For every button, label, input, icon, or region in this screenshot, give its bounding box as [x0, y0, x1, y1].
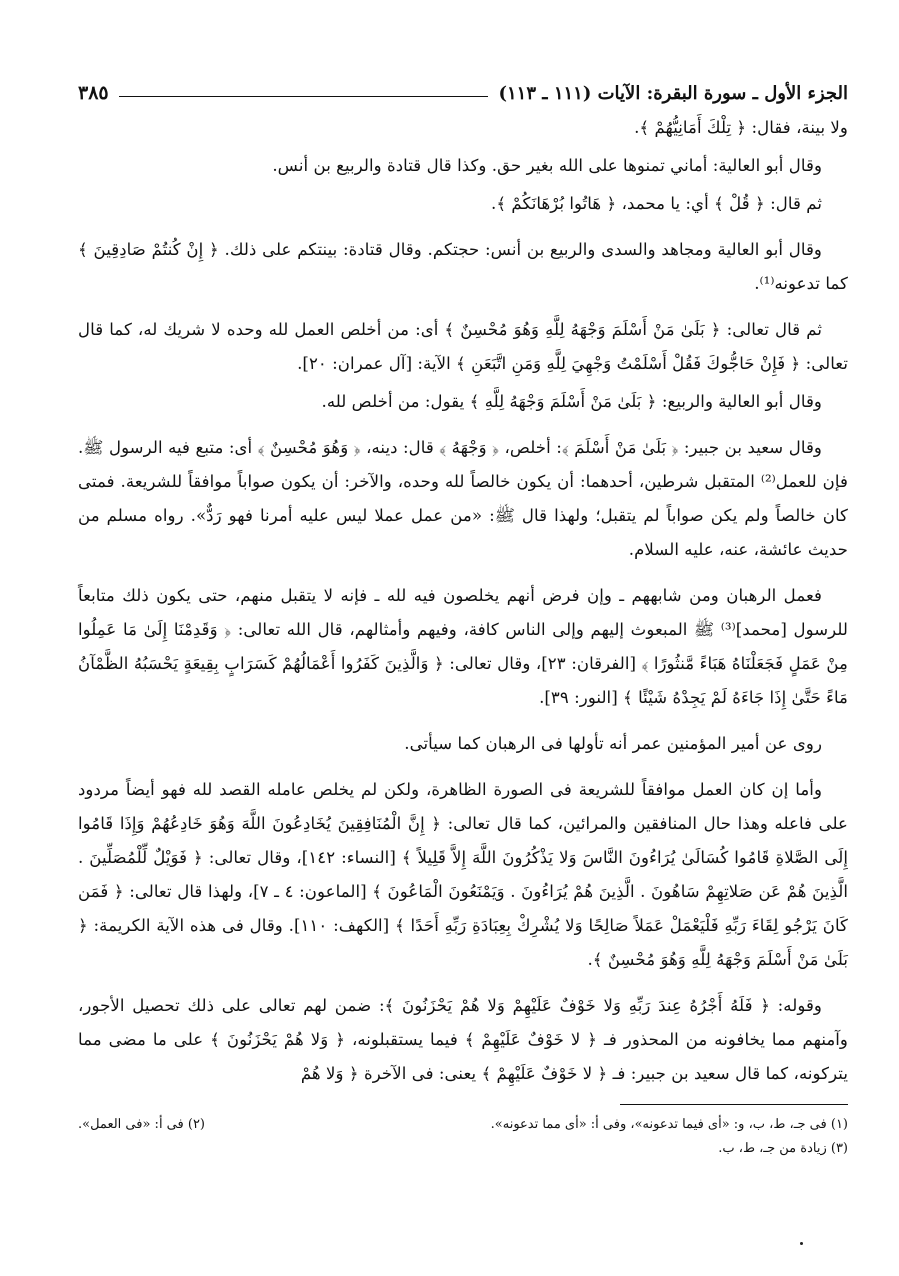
footnote-row — [78, 1113, 848, 1137]
book-page — [78, 76, 848, 1236]
footnotes — [78, 1113, 848, 1161]
footnote-row — [78, 1137, 848, 1161]
paragraph: ولا بينة، فقال: ﴿ تِلْكَ أَمَانِيُّهُمْ ﴾. — [634, 117, 848, 137]
paragraph: وقال أبو العالية والربيع: ﴿ بَلَىٰ مَنْ أَسْلَمَ وَجْهَهُ لِلَّهِ ﴾ يقول: من أخلص لله. — [321, 391, 822, 411]
running-header — [78, 76, 848, 110]
footnote-2: (٢) فى أ: «فى العمل». — [78, 1117, 205, 1132]
paragraph: روى عن أمير المؤمنين عمر أنه تأولها فى الرهبان كما سيأتى. — [404, 733, 822, 753]
paragraph: وقال أبو العالية: أماني تمنوها على الله بغير حق. وكذا قال قتادة والربيع بن أنس. — [272, 155, 822, 175]
page-dot-mark — [800, 1242, 803, 1245]
paragraph: وقال سعيد بن جبير: ﴿ بَلَىٰ مَنْ أَسْلَمَ ﴾: أخلص، ﴿ وَجْهَهُ ﴾ قال: دينه، ﴿ وَهُوَ مُحْسِنٌ ﴾ أى: متبع فيه الرسول ﷺ. فإن للعمل⁽²⁾ المتقبل شرطين، أحدهما: أن يكون خالصاً لله وحده، والآخر: أن يكون صواباً موافقاً للشريعة. فمتى كان خالصاً ولم يكن صواباً لم يتقبل؛ ولهذا قال ﷺ: «من عمل عملا ليس عليه أمرنا فهو رَدٌّ». رواه مسلم من حديث عائشة، عنه، عليه السلام. — [78, 437, 848, 559]
body-text — [78, 110, 848, 1090]
footnote-rule — [620, 1104, 848, 1105]
paragraph: ثم قال تعالى: ﴿ بَلَىٰ مَنْ أَسْلَمَ وَجْهَهُ لِلَّهِ وَهُوَ مُحْسِنٌ ﴾ أى: من أخلص العمل لله وحده لا شريك له، كما قال تعالى: ﴿ فَإِنْ حَاجُّوكَ فَقُلْ أَسْلَمْتُ وَجْهِيَ لِلَّهِ وَمَنِ اتَّبَعَنِ ﴾ الآية: [آل عمران: ٢٠]. — [78, 319, 848, 373]
footnote-3: (٣) زيادة من جـ، ط، ب. — [718, 1141, 848, 1156]
paragraph: وقال أبو العالية ومجاهد والسدى والربيع بن أنس: حجتكم. وقال قتادة: بينتكم على ذلك. ﴿ إِنْ كُنتُمْ صَادِقِينَ ﴾ كما تدعونه⁽¹⁾. — [78, 239, 848, 293]
paragraph: وأما إن كان العمل موافقاً للشريعة فى الصورة الظاهرة، ولكن لم يخلص عامله القصد لله فهو أيضاً مردود على فاعله وهذا حال المنافقين والمرائين، كما قال تعالى: ﴿ إِنَّ الْمُنَافِقِينَ يُخَادِعُونَ اللَّهَ وَهُوَ خَادِعُهُمْ وَإِذَا قَامُوا إِلَى الصَّلاةِ قَامُوا كُسَالَىٰ يُرَاءُونَ النَّاسَ وَلا يَذْكُرُونَ اللَّهَ إِلاَّ قَلِيلاً ﴾ [النساء: ١٤٢]، وقال تعالى: ﴿ فَوَيْلٌ لِّلْمُصَلِّينَ . الَّذِينَ هُمْ عَن صَلاتِهِمْ سَاهُونَ . الَّذِينَ هُمْ يُرَاءُونَ . وَيَمْنَعُونَ الْمَاعُونَ ﴾ [الماعون: ٤ ـ ٧]، ولهذا قال تعالى: ﴿ فَمَن كَانَ يَرْجُو لِقَاءَ رَبِّهِ فَلْيَعْمَلْ عَمَلاً صَالِحًا وَلا يُشْرِكْ بِعِبَادَةِ رَبِّهِ أَحَدًا ﴾ [الكهف: ١١٠]. وقال فى هذه الآية الكريمة: ﴿ بَلَىٰ مَنْ أَسْلَمَ وَجْهَهُ لِلَّهِ وَهُوَ مُحْسِنٌ ﴾. — [78, 779, 848, 969]
page-number: ٣٨٥ — [78, 82, 109, 104]
paragraph: ثم قال: ﴿ قُلْ ﴾ أي: يا محمد، ﴿ هَاتُوا بُرْهَانَكُمْ ﴾. — [491, 193, 822, 213]
footnote-1: (١) فى جـ، ط، ب، و: «أى فيما تدعونه»، وفى أ: «أى مما تدعونه». — [490, 1117, 848, 1132]
running-header-title: الجزء الأول ـ سورة البقرة: الآيات (١١١ ـ ١١٣) — [498, 82, 848, 104]
paragraph: فعمل الرهبان ومن شابههم ـ وإن فرض أنهم يخلصون فيه لله ـ فإنه لا يتقبل منهم، حتى يكون ذلك متابعاً للرسول [محمد]⁽³⁾ ﷺ المبعوث إليهم وإلى الناس كافة، وفيهم وأمثالهم، قال الله تعالى: ﴿ وَقَدِمْنَا إِلَىٰ مَا عَمِلُوا مِنْ عَمَلٍ فَجَعَلْنَاهُ هَبَاءً مَّنثُورًا ﴾ [الفرقان: ٢٣]، وقال تعالى: ﴿ وَالَّذِينَ كَفَرُوا أَعْمَالُهُمْ كَسَرَابٍ بِقِيعَةٍ يَحْسَبُهُ الظَّمْآنُ مَاءً حَتَّىٰ إِذَا جَاءَهُ لَمْ يَجِدْهُ شَيْئًا ﴾ [النور: ٣٩]. — [78, 585, 848, 707]
paragraph: وقوله: ﴿ فَلَهُ أَجْرُهُ عِندَ رَبِّهِ وَلا خَوْفٌ عَلَيْهِمْ وَلا هُمْ يَحْزَنُونَ ﴾: ضمن لهم تعالى على ذلك تحصيل الأجور، وآمنهم مما يخافونه من المحذور فـ ﴿ لا خَوْفٌ عَلَيْهِمْ ﴾ فيما يستقبلونه، ﴿ وَلا هُمْ يَحْزَنُونَ ﴾ على ما مضى مما يتركونه، كما قال سعيد بن جبير: فـ ﴿ لا خَوْفٌ عَلَيْهِمْ ﴾ يعنى: فى الآخرة ﴿ وَلا هُمْ — [78, 995, 848, 1083]
header-rule — [119, 96, 489, 97]
